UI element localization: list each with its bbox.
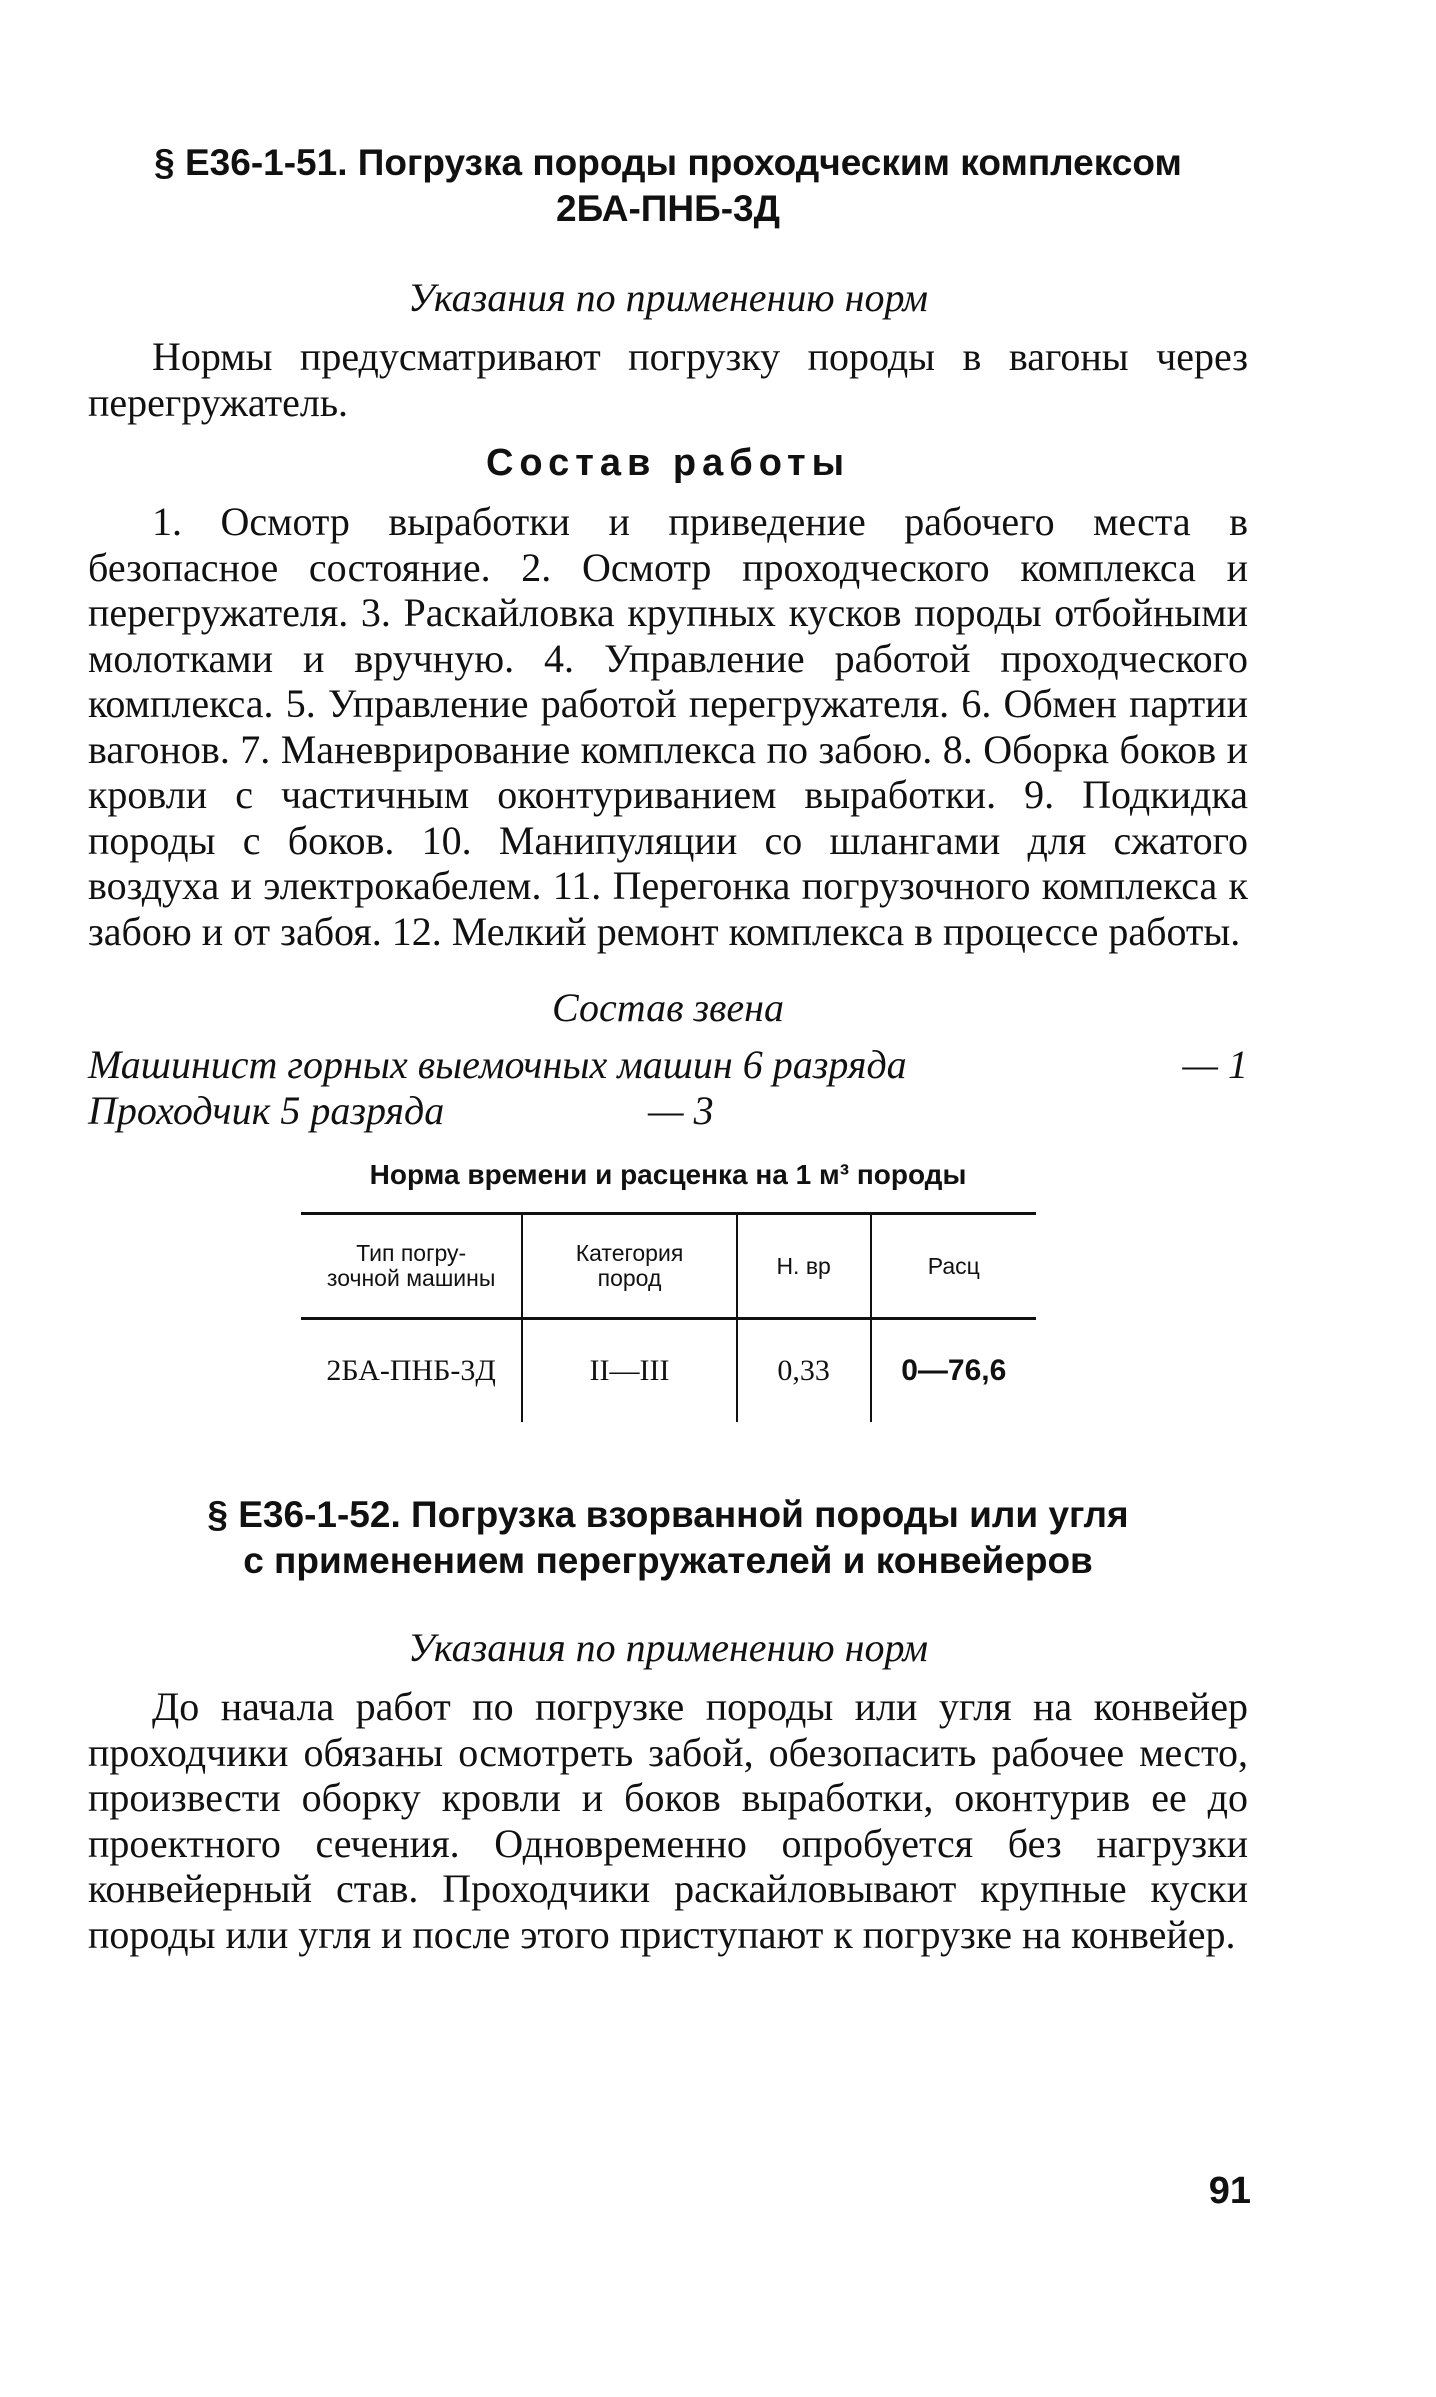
work-composition-paragraph: 1. Осмотр выработки и приведение рабочего места в безопасное состояние. 2. Осмотр проходческого комплекса и перегружателя. 3. Раскайловка крупных кусков породы отбойными молотками и вручную. 4. Управление работой проходческого комплекса. 5. Управление работой перегружателя. 6. Обмен партии вагонов. 7. Маневрирование комплекса по забою. 8. Оборка боков и кровли с частичным оконтуриванием выработки. 9. Подкидка породы с боков. 10. Манипуляции со шлангами для сжатого воздуха и электрокабелем. 11. Перегонка погрузочного комплекса к забою и от забоя. 12. Мелкий ремонт комплекса в процессе работы. xyxy=(88,499,1248,954)
section-title-line1: § Е36-1-51. Погрузка породы проходческим комплексом xyxy=(154,142,1182,183)
cell-rock-category: II—III xyxy=(522,1319,736,1423)
header-time-norm xyxy=(737,1214,871,1319)
header-text: Расц xyxy=(927,1252,980,1279)
page-number: 91 xyxy=(1208,2170,1251,2212)
guidelines-heading: Указания по применению норм xyxy=(408,1625,928,1670)
table-row xyxy=(301,1319,1036,1423)
crew-member-operator xyxy=(88,1042,1248,1088)
header-text: Категория пород xyxy=(575,1240,684,1291)
guidelines-paragraph: До начала работ по погрузке породы или угля на конвейер проходчики обязаны осмотреть забой, обезопасить рабочее место, произвести оборку кровли и боков выработки, оконтурив ее до проектного сечения. Одновременно опробуется без нагрузки конвейерный став. Проходчики раскайловывают крупные куски породы или угля и после этого приступают к погрузке на конвейер. xyxy=(88,1684,1248,1957)
guidelines-paragraph: Нормы предусматривают погрузку породы в вагоны через перегружатель. xyxy=(88,334,1248,425)
cell-machine-type: 2БА-ПНБ-3Д xyxy=(326,1354,496,1387)
header-text: Тип погру- зочной машины xyxy=(326,1240,496,1291)
crew-count: — 1 xyxy=(1182,1042,1248,1087)
table-caption: Норма времени и расценка на 1 м³ породы xyxy=(369,1159,967,1190)
norm-table xyxy=(301,1212,1036,1422)
header-machine-type xyxy=(301,1214,522,1319)
crew-role: Проходчик 5 разряда xyxy=(88,1088,445,1133)
cell-rate: 0—76,6 xyxy=(871,1319,1036,1423)
section-title-e36-1-51 xyxy=(88,140,1248,232)
section-title-line2: 2БА-ПНБ-3Д xyxy=(556,188,780,229)
work-composition-heading: Состав работы xyxy=(485,442,851,484)
document-page xyxy=(88,140,1248,1957)
cell-time-norm: 0,33 xyxy=(737,1319,871,1423)
crew-heading: Состав звена xyxy=(551,985,784,1030)
header-rock-category xyxy=(522,1214,736,1319)
guidelines-heading: Указания по применению норм xyxy=(408,275,928,320)
section-title-line1: § Е36-1-52. Погрузка взорванной породы или угля xyxy=(207,1494,1129,1535)
header-rate xyxy=(871,1214,1036,1319)
crew-member-tunneler xyxy=(88,1088,1248,1134)
section-title-e36-1-52 xyxy=(88,1492,1248,1584)
crew-count: — 3 xyxy=(648,1088,714,1133)
section-title-line2: с применением перегружателей и конвейеров xyxy=(243,1540,1093,1581)
header-text: Н. вр xyxy=(776,1252,831,1279)
table-header-row xyxy=(301,1214,1036,1319)
crew-role: Машинист горных выемочных машин 6 разряда xyxy=(88,1042,907,1087)
crew-list xyxy=(88,1042,1248,1134)
